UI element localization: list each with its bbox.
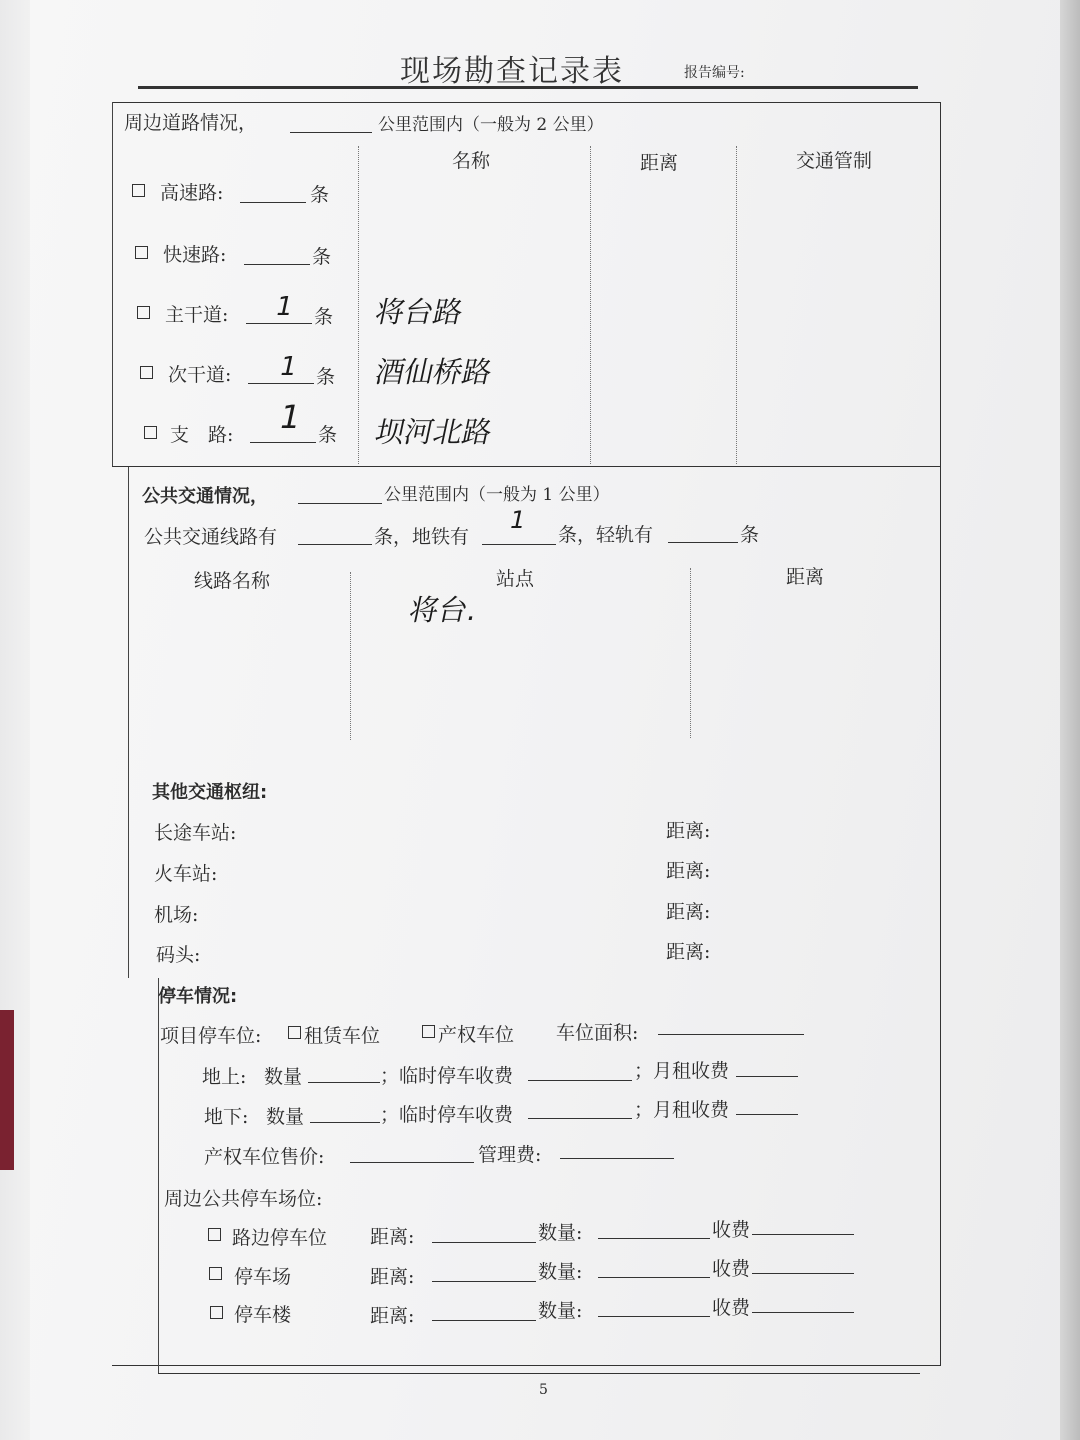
roads-heading: 周边道路情况， bbox=[124, 112, 258, 134]
hubs-heading: 其他交通枢纽: bbox=[152, 782, 268, 803]
arterial-label: 主干道: bbox=[165, 304, 229, 326]
parking-garage-distance-field[interactable] bbox=[432, 1320, 536, 1321]
arterial-checkbox[interactable] bbox=[137, 306, 150, 319]
parking-garage-fee-label: 收费 bbox=[712, 1297, 751, 1319]
secondary-road-count-value: 1 bbox=[276, 352, 300, 382]
hub-long-distance-bus: 长途车站: bbox=[154, 822, 237, 844]
roadside-quantity-label: 数量: bbox=[538, 1222, 583, 1244]
underground-monthly-fee-label: ；月租收费 bbox=[634, 1099, 730, 1121]
transit-station-value: 将台. bbox=[406, 593, 481, 627]
roads-col-sep-1 bbox=[358, 146, 359, 464]
parking-garage-quantity-field[interactable] bbox=[598, 1316, 710, 1317]
form-frame-mid-left bbox=[128, 466, 129, 978]
light-rail-unit: 条 bbox=[740, 524, 760, 546]
space-area-label: 车位面积: bbox=[556, 1022, 639, 1044]
property-space-label: 产权车位 bbox=[438, 1024, 515, 1046]
underground-count-label: 数量 bbox=[266, 1106, 305, 1128]
lease-space-label: 租赁车位 bbox=[304, 1025, 381, 1047]
background-sheet-left bbox=[0, 0, 30, 1440]
hub-airport: 机场: bbox=[154, 904, 199, 926]
form-frame-bottom-left bbox=[158, 978, 159, 1374]
underground-temp-fee-field[interactable] bbox=[528, 1118, 632, 1119]
branch-road-count-value: 1 bbox=[275, 398, 305, 436]
branch-road-count-field[interactable] bbox=[250, 442, 316, 443]
highway-unit: 条 bbox=[310, 184, 330, 206]
roadside-fee-label: 收费 bbox=[712, 1219, 751, 1241]
parking-lot-quantity-label: 数量: bbox=[538, 1261, 583, 1283]
underground-count-field[interactable] bbox=[310, 1122, 380, 1123]
highway-label: 高速路: bbox=[160, 182, 224, 204]
secondary-road-name: 酒仙桥路 bbox=[372, 355, 496, 389]
report-number-label: 报告编号: bbox=[684, 65, 745, 81]
ground-count-field[interactable] bbox=[308, 1082, 380, 1083]
page-number: 5 bbox=[539, 1382, 548, 1398]
transit-col-sep-1 bbox=[350, 572, 351, 740]
roadside-quantity-field[interactable] bbox=[598, 1238, 710, 1239]
underground-temp-fee-label: ；临时停车收费 bbox=[380, 1104, 514, 1126]
parking-lot-distance-label: 距离: bbox=[370, 1266, 415, 1288]
secondary-road-checkbox[interactable] bbox=[140, 366, 153, 379]
arterial-count-field[interactable] bbox=[246, 323, 312, 324]
roadside-distance-label: 距离: bbox=[370, 1226, 415, 1248]
parking-lot-quantity-field[interactable] bbox=[598, 1277, 710, 1278]
transit-range-text: 公里范围内（一般为 1 公里） bbox=[384, 485, 610, 505]
transit-lines-unit: 条，地铁有 bbox=[374, 526, 470, 548]
parking-lot-fee-field[interactable] bbox=[752, 1273, 854, 1274]
project-parking-label: 项目停车位: bbox=[160, 1025, 262, 1047]
management-fee-label: 管理费: bbox=[478, 1144, 542, 1166]
hub-long-distance-bus-distance: 距离: bbox=[666, 820, 711, 842]
ground-monthly-fee-field[interactable] bbox=[736, 1076, 798, 1077]
roads-range-text: 公里范围内（一般为 2 公里） bbox=[378, 115, 604, 135]
roadside-parking-checkbox[interactable] bbox=[208, 1228, 221, 1241]
hub-port-distance: 距离: bbox=[666, 941, 711, 963]
parking-garage-checkbox[interactable] bbox=[210, 1306, 223, 1319]
arterial-count-value: 1 bbox=[272, 292, 296, 322]
property-space-checkbox[interactable] bbox=[422, 1025, 435, 1038]
hub-train-station: 火车站: bbox=[154, 863, 218, 885]
ground-monthly-fee-label: ；月租收费 bbox=[634, 1060, 730, 1082]
roadside-parking-label: 路边停车位 bbox=[232, 1227, 328, 1249]
transit-col-line-name: 线路名称 bbox=[194, 570, 271, 592]
property-space-price-field[interactable] bbox=[350, 1162, 474, 1163]
property-space-price-label: 产权车位售价: bbox=[204, 1146, 325, 1168]
roads-col-traffic: 交通管制 bbox=[796, 150, 873, 172]
branch-road-unit: 条 bbox=[318, 424, 338, 446]
metro-unit: 条，轻轨有 bbox=[558, 524, 654, 546]
transit-lines-count-field[interactable] bbox=[298, 544, 372, 545]
underground-monthly-fee-field[interactable] bbox=[736, 1114, 798, 1115]
roads-range-blank[interactable] bbox=[290, 132, 372, 133]
secondary-road-count-field[interactable] bbox=[248, 383, 314, 384]
ground-count-label: 数量 bbox=[264, 1066, 303, 1088]
page-edge-shadow bbox=[1060, 0, 1080, 1440]
page-title: 现场勘查记录表 bbox=[400, 54, 624, 89]
branch-road-checkbox[interactable] bbox=[144, 426, 157, 439]
section-divider-roads bbox=[112, 466, 940, 467]
parking-lot-checkbox[interactable] bbox=[209, 1267, 222, 1280]
header-rule bbox=[138, 86, 918, 89]
ground-temp-fee-field[interactable] bbox=[528, 1080, 632, 1081]
arterial-road-name: 将台路 bbox=[372, 295, 467, 329]
parking-lot-fee-label: 收费 bbox=[712, 1258, 751, 1280]
metro-count-value: 1 bbox=[507, 506, 529, 534]
expressway-unit: 条 bbox=[312, 246, 332, 268]
parking-lot-distance-field[interactable] bbox=[432, 1281, 536, 1282]
parking-heading: 停车情况: bbox=[158, 986, 238, 1007]
space-area-field[interactable] bbox=[658, 1034, 804, 1035]
form-frame-top bbox=[112, 102, 941, 1366]
transit-lines-prefix: 公共交通线路有 bbox=[144, 526, 278, 548]
form-frame-top-left bbox=[112, 102, 113, 466]
highway-checkbox[interactable] bbox=[132, 184, 145, 197]
transit-col-distance: 距离 bbox=[786, 566, 825, 588]
hub-airport-distance: 距离: bbox=[666, 901, 711, 923]
roads-col-distance: 距离 bbox=[640, 152, 679, 174]
background-object bbox=[0, 1010, 14, 1170]
parking-garage-fee-field[interactable] bbox=[752, 1312, 854, 1313]
roadside-fee-field[interactable] bbox=[752, 1234, 854, 1235]
roads-col-sep-2 bbox=[590, 146, 591, 464]
branch-road-name: 坝河北路 bbox=[372, 415, 496, 449]
hub-port: 码头: bbox=[156, 944, 201, 966]
branch-road-label: 支 路: bbox=[170, 424, 234, 446]
underground-parking-label: 地下: bbox=[204, 1106, 249, 1128]
transit-col-sep-2 bbox=[690, 568, 691, 738]
expressway-checkbox[interactable] bbox=[135, 246, 148, 259]
transit-range-blank[interactable] bbox=[298, 503, 382, 504]
light-rail-count-field[interactable] bbox=[668, 542, 738, 543]
secondary-road-unit: 条 bbox=[316, 366, 336, 388]
highway-count-field[interactable] bbox=[240, 202, 306, 203]
secondary-road-label: 次干道: bbox=[168, 364, 232, 386]
parking-garage-label: 停车楼 bbox=[234, 1304, 292, 1326]
lease-space-checkbox[interactable] bbox=[288, 1026, 301, 1039]
roads-col-sep-3 bbox=[736, 146, 737, 464]
metro-count-field[interactable] bbox=[482, 544, 556, 545]
expressway-label: 快速路: bbox=[163, 244, 227, 266]
transit-col-station: 站点 bbox=[496, 568, 535, 590]
transit-heading: 公共交通情况， bbox=[142, 486, 268, 507]
roadside-distance-field[interactable] bbox=[432, 1242, 536, 1243]
hub-train-station-distance: 距离: bbox=[666, 860, 711, 882]
expressway-count-field[interactable] bbox=[244, 264, 310, 265]
arterial-unit: 条 bbox=[314, 306, 334, 328]
parking-garage-quantity-label: 数量: bbox=[538, 1300, 583, 1322]
management-fee-field[interactable] bbox=[560, 1158, 674, 1159]
parking-lot-label: 停车场 bbox=[234, 1266, 292, 1288]
parking-garage-distance-label: 距离: bbox=[370, 1305, 415, 1327]
form-bottom-rule bbox=[158, 1373, 920, 1374]
ground-parking-label: 地上: bbox=[202, 1066, 247, 1088]
ground-temp-fee-label: ；临时停车收费 bbox=[380, 1065, 514, 1087]
roads-col-name: 名称 bbox=[452, 150, 491, 172]
public-parking-heading: 周边公共停车场位: bbox=[164, 1188, 323, 1210]
